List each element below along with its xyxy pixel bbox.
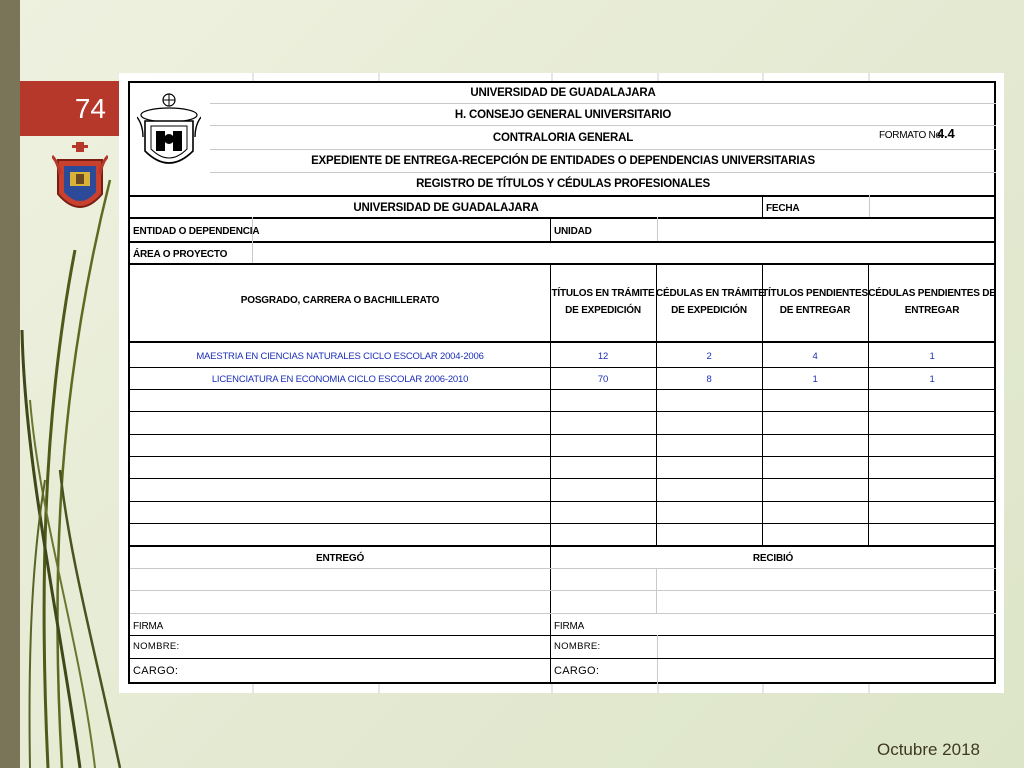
- row-cedulas-pendientes: 1: [929, 351, 935, 362]
- row-cedulas-pendientes: 1: [929, 374, 935, 385]
- area-label: ÁREA O PROYECTO: [133, 249, 228, 260]
- row-cedulas-tramite: 8: [706, 374, 712, 385]
- footer-date: Octubre 2018: [876, 740, 980, 759]
- col-cedulas-tramite-header-l1: CÉDULAS EN TRÁMITE: [656, 288, 765, 299]
- col-cedulas-pendientes-header-l1: CÉDULAS PENDIENTES DE: [868, 288, 996, 299]
- entrego-label: ENTREGÓ: [315, 553, 365, 564]
- row-cedulas-tramite: 2: [706, 351, 712, 362]
- col-titulos-tramite-header-l1: TÍTULOS EN TRÁMITE: [551, 288, 655, 299]
- registro-form: [128, 81, 996, 684]
- row-program: MAESTRIA EN CIENCIAS NATURALES CICLO ESCOLAR 2004-2006: [196, 351, 484, 362]
- col-titulos-tramite-header-l2: DE EXPEDICIÓN: [565, 305, 641, 316]
- col-cedulas-pendientes-header-l2: ENTREGAR: [904, 305, 960, 316]
- info-university: UNIVERSIDAD DE GUADALAJARA: [353, 202, 539, 214]
- university-seal-icon: [52, 142, 108, 222]
- cargo-right-label: CARGO:: [554, 665, 600, 677]
- university-logo-icon: [137, 91, 201, 175]
- header-registro: REGISTRO DE TÍTULOS Y CÉDULAS PROFESIONALES: [416, 178, 710, 190]
- row-titulos-tramite: 70: [597, 374, 609, 385]
- formato-label: FORMATO No.: [879, 130, 944, 141]
- header-council: H. CONSEJO GENERAL UNIVERSITARIO: [454, 109, 672, 121]
- entidad-label: ENTIDAD O DEPENDENCIA: [133, 226, 260, 237]
- unidad-label: UNIDAD: [554, 226, 592, 237]
- firma-right-label: FIRMA: [554, 621, 585, 632]
- col-cedulas-tramite-header-l2: DE EXPEDICIÓN: [671, 305, 747, 316]
- firma-left-label: FIRMA: [133, 621, 164, 632]
- row-titulos-pendientes: 1: [812, 374, 818, 385]
- row-program: LICENCIATURA EN ECONOMIA CICLO ESCOLAR 2006-2010: [211, 374, 469, 385]
- col-titulos-pendientes-header-l1: TÍTULOS PENDIENTES: [762, 288, 868, 299]
- page-number: 74: [20, 81, 120, 136]
- row-titulos-tramite: 12: [597, 351, 609, 362]
- col-titulos-pendientes-header-l2: DE ENTREGAR: [779, 305, 851, 316]
- recibio-label: RECIBIÓ: [752, 553, 794, 564]
- col-program-header: POSGRADO, CARRERA O BACHILLERATO: [240, 295, 440, 306]
- nombre-right-label: NOMBRE:: [554, 641, 601, 652]
- header-university: UNIVERSIDAD DE GUADALAJARA: [470, 87, 656, 99]
- nombre-left-label: NOMBRE:: [133, 641, 180, 652]
- fecha-label: FECHA: [766, 203, 800, 214]
- spreadsheet-sheet: [119, 73, 1004, 693]
- header-expediente: EXPEDIENTE DE ENTREGA-RECEPCIÓN DE ENTIDADES O DEPENDENCIAS UNIVERSITARIAS: [311, 155, 815, 167]
- cargo-left-label: CARGO:: [133, 665, 179, 677]
- row-titulos-pendientes: 4: [812, 351, 818, 362]
- formato-number: 4.4: [937, 126, 955, 141]
- header-contraloria: CONTRALORIA GENERAL: [492, 132, 634, 144]
